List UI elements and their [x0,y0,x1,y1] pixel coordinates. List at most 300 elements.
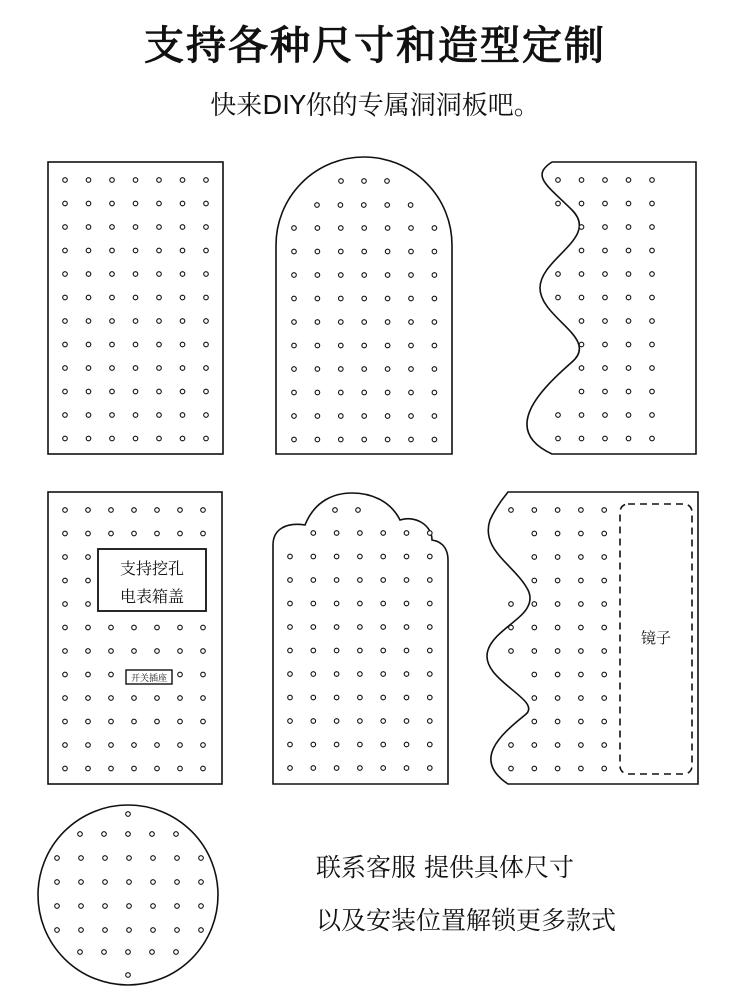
peg-hole [602,672,607,677]
peg-hole [126,973,131,978]
peg-hole [409,273,414,278]
peg-hole [63,696,68,701]
peg-hole [199,928,204,933]
peg-hole [180,342,185,347]
peg-hole [63,178,68,183]
peg-hole [157,272,162,277]
peg-hole [133,342,138,347]
peg-hole [315,203,320,208]
peg-hole [428,625,433,630]
peg-hole [334,601,339,606]
peg-hole [155,531,160,536]
peg-hole [650,436,655,441]
peg-hole [381,742,386,747]
peg-hole [409,296,414,301]
peg-hole [180,389,185,394]
peg-hole [579,578,584,583]
peg-hole [626,389,631,394]
peg-hole [204,225,209,230]
peg-hole [55,928,60,933]
peg-hole [199,880,204,885]
peg-hole [132,743,137,748]
peg-hole [180,319,185,324]
peg-hole [339,226,344,231]
peg-hole [532,531,537,536]
peg-hole [151,856,156,861]
peg-hole [579,531,584,536]
peg-hole [428,648,433,653]
peg-hole [315,343,320,348]
peg-hole [358,766,363,771]
mirror-label: 镜子 [640,629,672,647]
peg-hole [315,367,320,372]
peg-hole [127,904,132,909]
peg-hole [157,319,162,324]
peg-hole [201,766,206,771]
peg-hole [292,249,297,254]
peg-hole [555,696,560,701]
peg-hole [334,531,339,536]
peg-hole [201,719,206,724]
peg-hole [404,672,409,677]
peg-hole [288,719,293,724]
peg-hole [150,832,155,837]
peg-hole [63,602,68,607]
peg-hole [79,928,84,933]
peg-hole [109,766,114,771]
peg-hole [362,249,367,254]
peg-hole [86,649,91,654]
peg-hole [385,367,390,372]
peg-hole [385,226,390,231]
peg-hole [174,950,179,955]
peg-hole [381,766,386,771]
peg-hole [409,437,414,442]
peg-hole [404,695,409,700]
peg-hole [157,436,162,441]
peg-hole [579,295,584,300]
peg-hole [385,390,390,395]
peg-hole [579,555,584,560]
peg-hole [204,366,209,371]
peg-hole [579,272,584,277]
peg-hole [63,248,68,253]
peg-hole [532,672,537,677]
peg-hole [110,225,115,230]
peg-hole [603,319,608,324]
cutout-label-line2: 电表箱盖 [119,587,185,606]
peg-hole [86,272,91,277]
peg-hole [132,508,137,513]
peg-hole [339,296,344,301]
peg-hole [110,366,115,371]
peg-hole [626,413,631,418]
peg-hole [63,272,68,277]
peg-hole [555,719,560,724]
peg-hole [362,437,367,442]
peg-hole [315,249,320,254]
peg-hole [555,672,560,677]
peg-hole [86,342,91,347]
peg-hole [63,578,68,583]
peg-hole [86,719,91,724]
peg-hole [555,743,560,748]
peg-hole [381,531,386,536]
peg-hole [63,366,68,371]
peg-hole [555,766,560,771]
peg-hole [362,296,367,301]
peg-hole [63,413,68,418]
peg-hole [201,649,206,654]
peg-hole [339,367,344,372]
peg-hole [315,320,320,325]
cutout-label-line1: 支持挖孔 [119,559,185,578]
peg-hole [358,625,363,630]
peg-hole [602,602,607,607]
peg-hole [63,531,68,536]
peg-hole [288,648,293,653]
peg-hole [180,436,185,441]
peg-hole [133,319,138,324]
peg-hole [315,273,320,278]
peg-hole [404,766,409,771]
peg-hole [579,649,584,654]
peg-hole [579,389,584,394]
peg-hole [292,390,297,395]
peg-hole [626,366,631,371]
peg-hole [579,178,584,183]
peg-hole [432,390,437,395]
peg-hole [650,342,655,347]
peg-hole [404,742,409,747]
peg-hole [555,625,560,630]
peg-hole [602,555,607,560]
peg-hole [288,742,293,747]
peg-hole [63,201,68,206]
peg-hole [127,880,132,885]
peg-hole [409,390,414,395]
peg-hole [381,601,386,606]
peg-hole [201,508,206,513]
peg-hole [63,295,68,300]
peg-hole [132,531,137,536]
peg-hole [556,272,561,277]
peg-hole [650,201,655,206]
peg-hole [650,225,655,230]
peg-hole [385,273,390,278]
peg-hole [63,625,68,630]
peg-hole [385,179,390,184]
peg-hole [358,578,363,583]
peg-hole [311,554,316,559]
peg-hole [362,179,367,184]
peg-hole [110,413,115,418]
peg-hole [63,649,68,654]
peg-hole [103,880,108,885]
peg-hole [127,856,132,861]
peg-hole [555,508,560,513]
peg-hole [204,319,209,324]
peg-hole [204,201,209,206]
peg-hole [409,249,414,254]
peg-hole [180,201,185,206]
peg-hole [86,389,91,394]
peg-hole [155,766,160,771]
peg-hole [288,672,293,677]
peg-hole [509,649,514,654]
peg-hole [602,719,607,724]
peg-hole [204,342,209,347]
peg-hole [334,648,339,653]
peg-hole [362,343,367,348]
peg-hole [155,625,160,630]
peg-hole [603,295,608,300]
peg-hole [358,695,363,700]
peg-hole [288,601,293,606]
peg-hole [55,880,60,885]
peg-hole [63,225,68,230]
peg-hole [150,950,155,955]
peg-hole [579,319,584,324]
peg-hole [133,201,138,206]
peg-hole [127,928,132,933]
peg-hole [362,390,367,395]
peg-hole [603,436,608,441]
peg-hole [428,672,433,677]
peg-hole [532,696,537,701]
peg-hole [133,272,138,277]
peg-hole [178,531,183,536]
peg-hole [110,272,115,277]
peg-hole [409,343,414,348]
peg-hole [404,648,409,653]
peg-hole [334,766,339,771]
peg-hole [292,343,297,348]
peg-hole [157,389,162,394]
peg-hole [109,696,114,701]
peg-hole [556,178,561,183]
peg-hole [292,320,297,325]
peg-hole [603,272,608,277]
peg-hole [428,601,433,606]
peg-hole [86,696,91,701]
peg-hole [532,649,537,654]
peg-hole [63,766,68,771]
peg-hole [650,319,655,324]
peg-hole [133,178,138,183]
peg-hole [178,696,183,701]
peg-hole [509,743,514,748]
peg-hole [532,766,537,771]
peg-hole [175,880,180,885]
peg-hole [180,178,185,183]
footer-styles-line: 以及安装位置解锁更多款式 [316,906,617,935]
peg-hole [311,578,316,583]
peg-hole [602,743,607,748]
peg-hole [432,414,437,419]
peg-hole [362,226,367,231]
peg-hole [311,672,316,677]
peg-hole [339,273,344,278]
peg-hole [133,366,138,371]
peg-hole [63,555,68,560]
peg-hole [132,766,137,771]
peg-hole [626,436,631,441]
peg-hole [157,178,162,183]
peg-hole [532,602,537,607]
peg-hole [338,203,343,208]
peg-hole [315,296,320,301]
peg-hole [204,272,209,277]
peg-hole [157,295,162,300]
peg-hole [409,414,414,419]
peg-hole [63,719,68,724]
peg-hole [650,366,655,371]
peg-hole [180,248,185,253]
peg-hole [334,625,339,630]
peg-hole [155,508,160,513]
peg-hole [204,389,209,394]
peg-hole [334,695,339,700]
socket-label: 开关插座 [130,674,168,684]
peg-hole [55,856,60,861]
peg-hole [428,742,433,747]
peg-hole [204,413,209,418]
peg-hole [602,649,607,654]
page-subtitle: 快来DIY你的专属洞洞板吧。 [210,91,540,121]
peg-hole [339,249,344,254]
peg-hole [288,766,293,771]
peg-hole [109,649,114,654]
peg-hole [404,531,409,536]
peg-hole [109,672,114,677]
peg-hole [408,203,413,208]
peg-hole [650,389,655,394]
peg-hole [404,578,409,583]
peg-hole [86,366,91,371]
peg-hole [79,856,84,861]
peg-hole [579,342,584,347]
peg-hole [133,225,138,230]
peg-hole [579,602,584,607]
wavy-edge-board-outline [527,162,696,454]
peg-hole [579,743,584,748]
peg-hole [432,296,437,301]
peg-hole [155,696,160,701]
peg-hole [157,248,162,253]
peg-hole [86,413,91,418]
peg-hole [155,719,160,724]
peg-hole [404,554,409,559]
peg-hole [109,531,114,536]
peg-hole [86,672,91,677]
peg-hole [79,880,84,885]
peg-hole [103,856,108,861]
peg-hole [86,625,91,630]
peg-hole [579,719,584,724]
peg-hole [157,342,162,347]
peg-hole [178,766,183,771]
peg-hole [86,531,91,536]
peg-hole [178,719,183,724]
peg-hole [86,743,91,748]
peg-hole [199,856,204,861]
peg-hole [315,414,320,419]
peg-hole [151,928,156,933]
peg-hole [155,743,160,748]
peg-hole [650,295,655,300]
peg-hole [626,201,631,206]
peg-hole [110,201,115,206]
peg-hole [358,601,363,606]
peg-hole [509,625,514,630]
peg-hole [409,320,414,325]
peg-hole [315,226,320,231]
peg-hole [132,649,137,654]
peg-hole [385,203,390,208]
peg-hole [509,766,514,771]
peg-hole [579,248,584,253]
peg-hole [86,319,91,324]
peg-hole [292,296,297,301]
peg-hole [602,696,607,701]
peg-hole [555,602,560,607]
peg-hole [428,554,433,559]
peg-hole [178,672,183,677]
peg-hole [428,766,433,771]
peg-hole [603,366,608,371]
peg-hole [110,178,115,183]
peg-hole [428,531,433,536]
peg-hole [110,436,115,441]
arch-board-outline [276,157,452,454]
peg-hole [109,719,114,724]
peg-hole [157,201,162,206]
peg-hole [199,904,204,909]
peg-hole [86,225,91,230]
peg-hole [155,649,160,654]
peg-hole [178,508,183,513]
peg-hole [579,696,584,701]
peg-hole [133,389,138,394]
peg-hole [579,436,584,441]
peg-hole [180,366,185,371]
peg-hole [409,226,414,231]
peg-hole [201,696,206,701]
peg-hole [201,531,206,536]
peg-hole [86,248,91,253]
peg-hole [133,436,138,441]
peg-hole [603,413,608,418]
peg-hole [63,319,68,324]
peg-hole [362,367,367,372]
peg-hole [362,320,367,325]
peg-hole [102,950,107,955]
peg-hole [602,578,607,583]
peg-hole [626,272,631,277]
peg-hole [151,904,156,909]
peg-hole [428,578,433,583]
peg-hole [151,880,156,885]
peg-hole [86,508,91,513]
peg-hole [86,578,91,583]
peg-hole [175,928,180,933]
peg-hole [432,249,437,254]
peg-hole [339,320,344,325]
peg-hole [358,719,363,724]
peg-hole [650,272,655,277]
peg-hole [556,436,561,441]
